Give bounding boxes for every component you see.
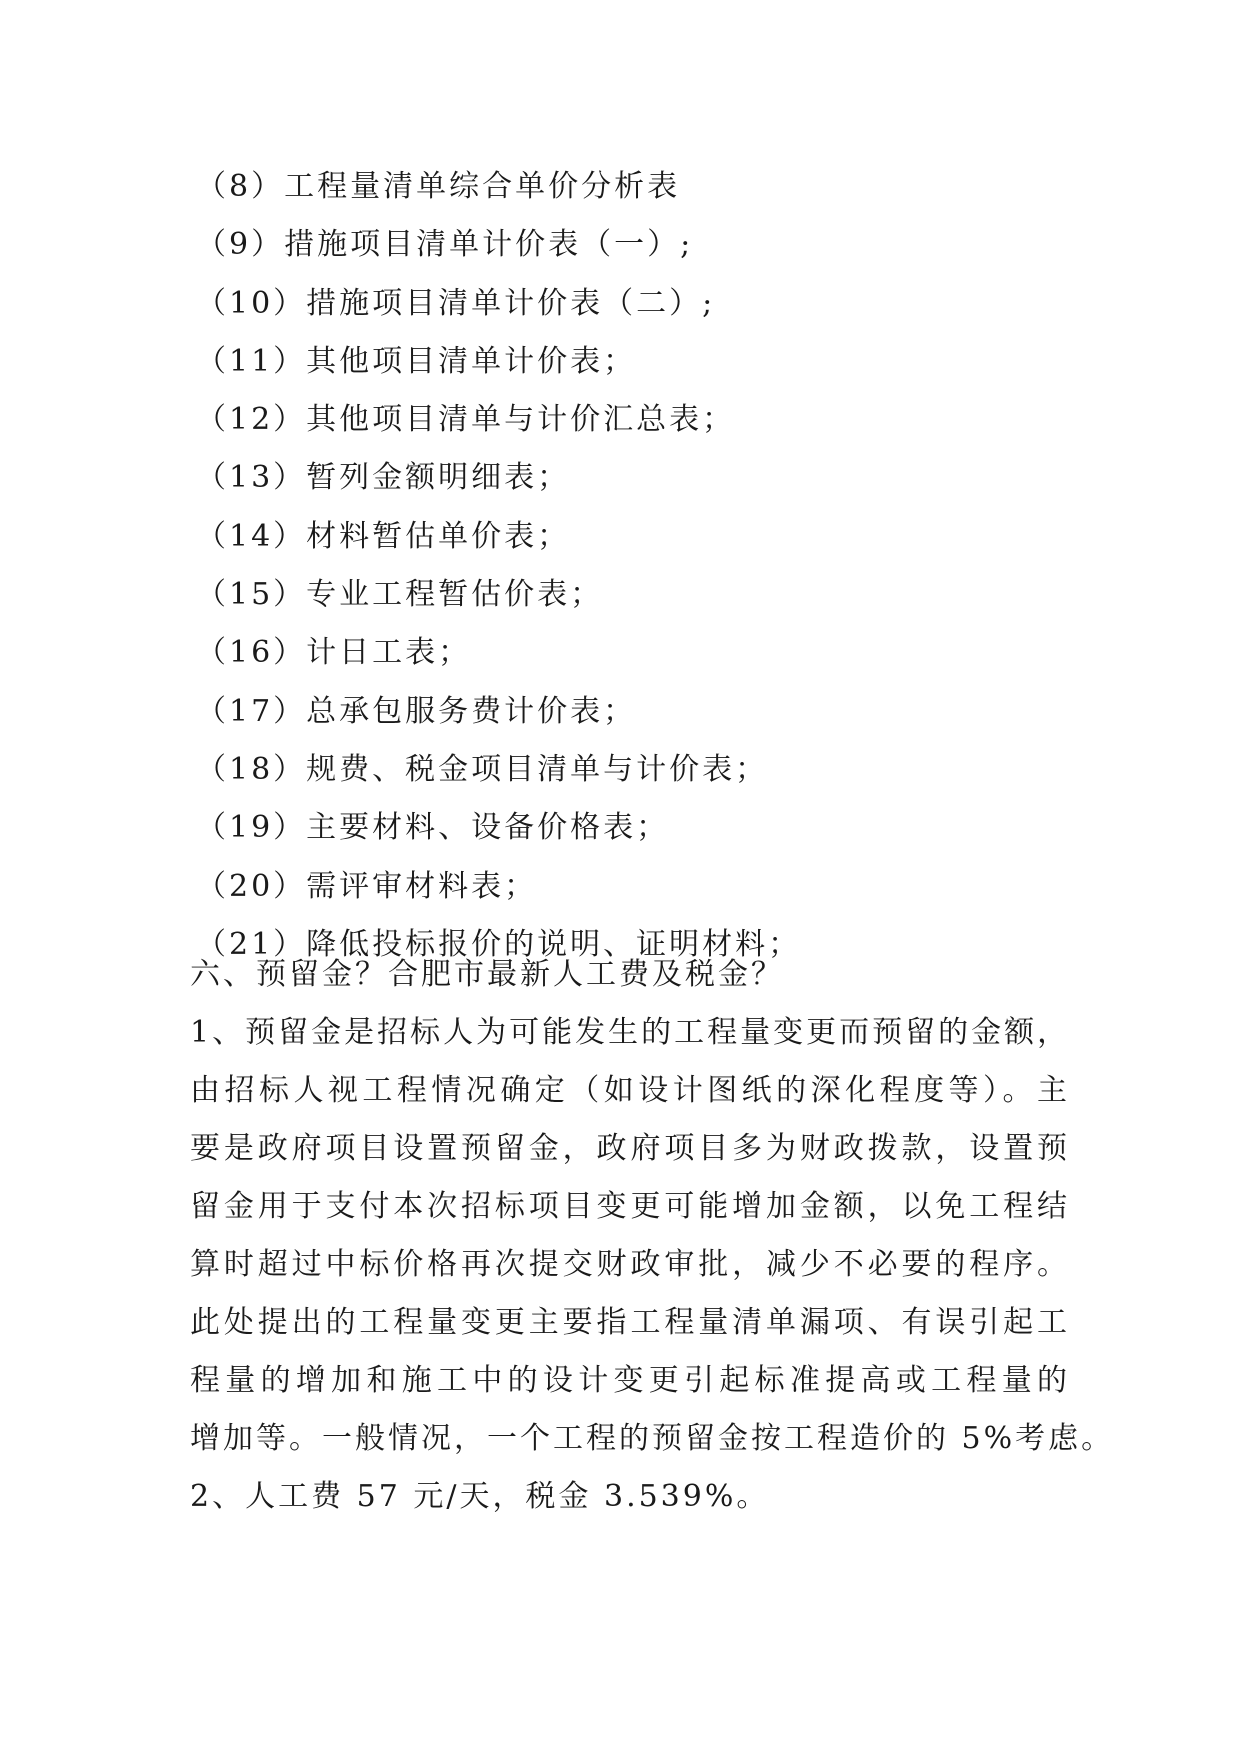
paragraph-line: 由招标人视工程情况确定（如设计图纸的深化程度等）。主 [190,1073,1070,1108]
section-heading: 六、预留金？合肥市最新人工费及税金？ [190,957,784,992]
paragraph-line: 增加等。一般情况，一个工程的预留金按工程造价的 5%考虑。 [190,1421,1115,1456]
list-item: （17）总承包服务费计价表； [196,693,637,729]
form-list [196,158,1096,974]
list-item: （9）措施项目清单计价表（一）; [196,227,694,263]
paragraph-line: 2、人工费 57 元/天，税金 3.539%。 [190,1479,770,1514]
list-item: （21）降低投标报价的说明、证明材料； [196,926,802,962]
list-item: （8）工程量清单综合单价分析表 [196,169,681,204]
paragraph-line: 1、预留金是招标人为可能发生的工程量变更而预留的金额， [190,1015,1071,1050]
list-item: （14）材料暂估单价表； [196,518,571,554]
list-item: （15）专业工程暂估价表； [196,577,604,613]
list-item: （12）其他项目清单与计价汇总表； [196,402,736,438]
list-item: （10）措施项目清单计价表（二）; [196,285,716,321]
list-item: （11）其他项目清单计价表； [196,343,637,379]
list-item: （18）规费、税金项目清单与计价表； [196,751,769,787]
paragraph-labor-tax [190,1468,1070,1526]
paragraph-line: 算时超过中标价格再次提交财政审批，减少不必要的程序。 [190,1247,1070,1282]
paragraph-line: 要是政府项目设置预留金，政府项目多为财政拨款，设置预 [190,1131,1070,1166]
paragraph-line: 程量的增加和施工中的设计变更引起标准提高或工程量的 [190,1363,1070,1398]
paragraph-reserve-fund [190,1004,1115,1468]
list-item: （20）需评审材料表； [196,868,538,904]
paragraph-line: 此处提出的工程量变更主要指工程量清单漏项、有误引起工 [190,1305,1070,1340]
list-item: （19）主要材料、设备价格表； [196,810,670,846]
list-item: （13）暂列金额明细表； [196,460,571,496]
paragraph-line: 留金用于支付本次招标项目变更可能增加金额，以免工程结 [190,1189,1070,1224]
list-item: （16）计日工表； [196,635,472,671]
